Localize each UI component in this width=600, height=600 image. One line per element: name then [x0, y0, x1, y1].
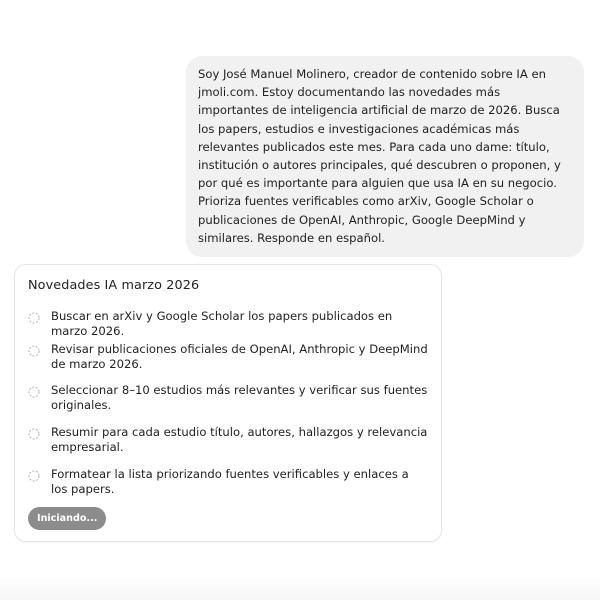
plan-step-text: Revisar publicaciones oficiales de OpenAI, Anthropic y DeepMind de marzo 2026.: [51, 342, 428, 372]
plan-step-text: Buscar en arXiv y Google Scholar los papers publicados en marzo 2026.: [51, 309, 393, 339]
plan-step-text: Seleccionar 8–10 estudios más relevantes y verificar sus fuentes originales.: [51, 383, 428, 413]
pending-circle-icon: [28, 312, 40, 324]
status-badge: Iniciando...: [28, 507, 106, 530]
research-plan-card: [14, 264, 442, 542]
plan-step: [28, 342, 428, 372]
plan-step: [28, 309, 428, 339]
plan-step-text: Formatear la lista priorizando fuentes verificables y enlaces a los papers.: [51, 467, 409, 497]
plan-step: [28, 425, 428, 455]
pending-circle-icon: [28, 470, 40, 482]
composer-fade: [0, 578, 600, 600]
pending-circle-icon: [28, 345, 40, 357]
user-message-bubble: Soy José Manuel Molinero, creador de contenido sobre IA en jmoli.com. Estoy documentando las novedades más importantes de inteligencia artificial de marzo de 2026. Busca los papers, estudios e investigaciones académicas más relevantes publicados este mes. Para cada uno dame: título, institución o autores principales, qué descubren o proponen, y por qué es importante para alguien que usa IA en su negocio. Prioriza fuentes verificables como arXiv, Google Scholar o publicaciones de OpenAI, Anthropic, Google DeepMind y similares. Responde en español.: [186, 56, 584, 257]
plan-step: [28, 467, 428, 497]
plan-step-text: Resumir para cada estudio título, autores, hallazgos y relevancia empresarial.: [51, 425, 428, 455]
pending-circle-icon: [28, 428, 40, 440]
plan-step: [28, 383, 428, 413]
plan-title: Novedades IA marzo 2026: [28, 278, 200, 293]
pending-circle-icon: [28, 386, 40, 398]
